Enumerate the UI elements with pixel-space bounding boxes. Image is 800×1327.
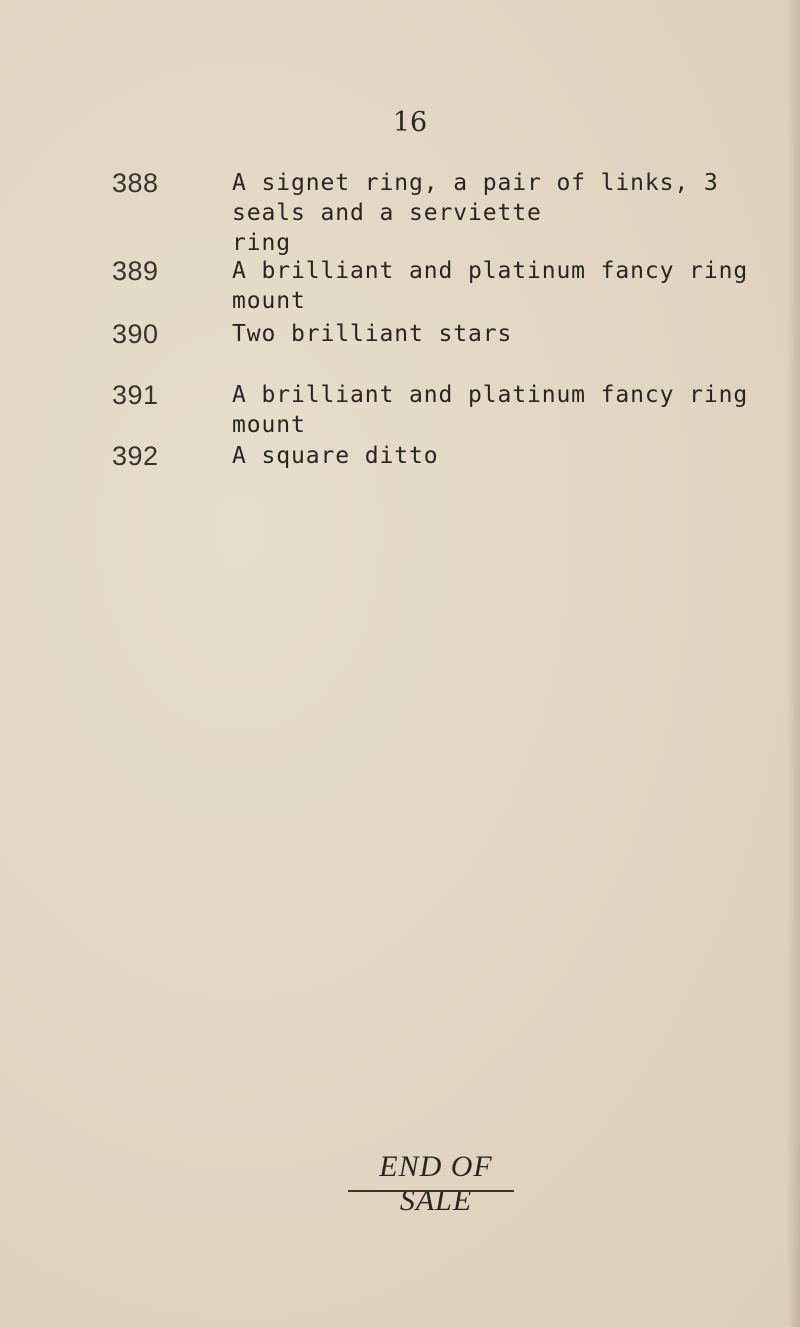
page-edge-shadow — [786, 0, 800, 1327]
lot-number: 388 — [112, 168, 159, 198]
lot-description: A brilliant and platinum fancy ring mount — [232, 382, 749, 438]
lot-description: A brilliant and platinum fancy ring mount — [232, 258, 749, 314]
lot-number: 390 — [112, 319, 159, 349]
lot-number: 391 — [112, 380, 159, 410]
lot-description: A square ditto — [232, 443, 439, 469]
lot-description-line: A signet ring, a pair of links, 3 seals and a serviette — [232, 170, 719, 226]
page-number: 16 — [392, 107, 428, 138]
lot-description — [232, 168, 798, 258]
end-of-sale-heading: END OF SALE — [379, 1150, 493, 1217]
lot-number: 389 — [112, 256, 159, 286]
end-of-sale-underline — [348, 1190, 514, 1192]
lot-description-line: ring — [232, 230, 291, 256]
lot-description: Two brilliant stars — [232, 321, 513, 347]
lot-number: 392 — [112, 441, 159, 471]
